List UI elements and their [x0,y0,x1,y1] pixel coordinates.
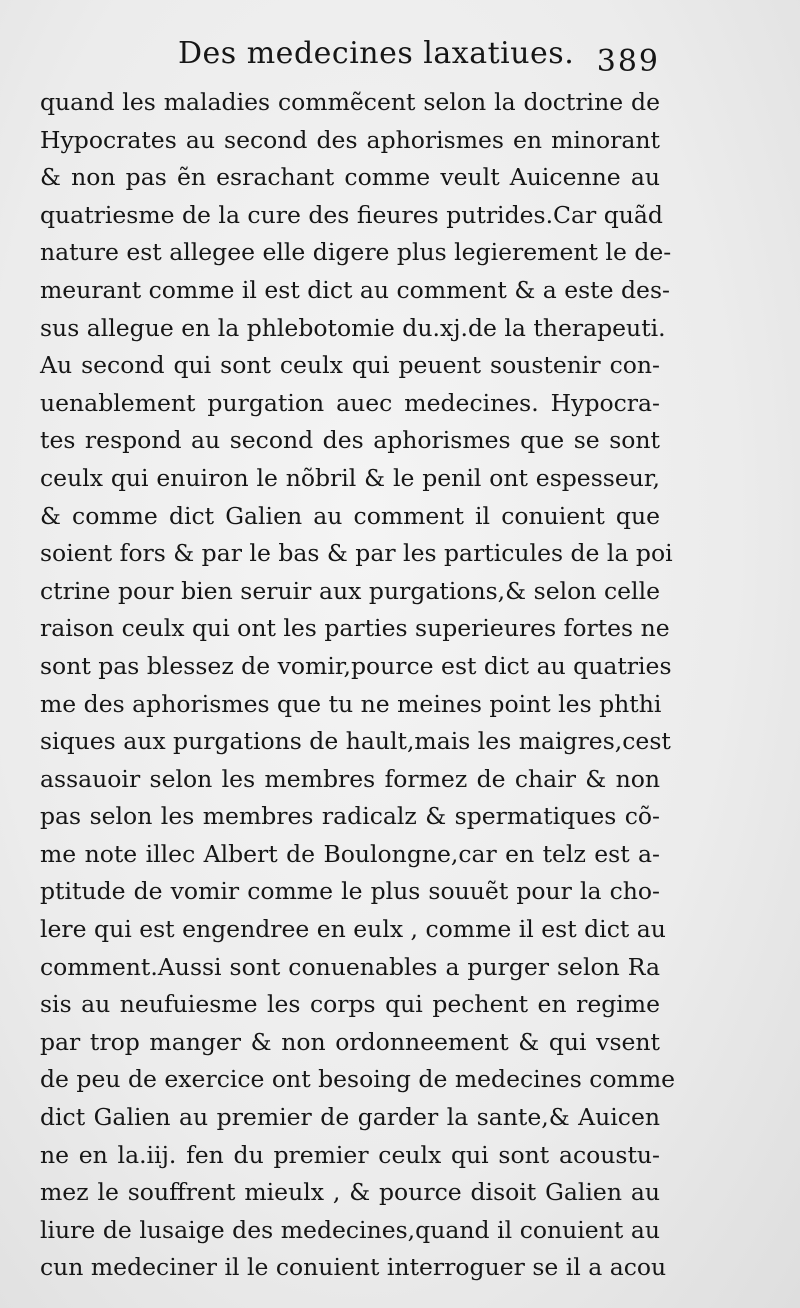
text-line: assauoir selon les membres formez de chair & non [40,764,660,793]
text-line: me des aphorismes que tu ne meines point les phthi [40,689,662,718]
text-line: ceulx qui enuiron le nõbril & le penil ont espesseur, [40,463,660,492]
text-line: raison ceulx qui ont les parties superieures fortes ne [40,614,670,643]
text-line: & non pas ẽn esrachant comme veult Auicenne au [40,163,660,192]
page-number: 389 [596,44,660,79]
text-line: uenablement purgation auec medecines. Hypocra- [40,388,660,417]
text-line: quand les maladies commẽcent selon la doctrine de [40,88,660,116]
text-line: ctrine pour bien seruir aux purgations,& selon celle [40,576,660,605]
text-line: dict Galien au premier de garder la sante,& Auicen [40,1103,660,1132]
text-line: ptitude de vomir comme le plus souuẽt pour la cho- [40,877,660,906]
running-title: Des medecines laxatiues. [178,36,575,71]
text-line: ne en la.iij. fen du premier ceulx qui sont acoustu- [40,1140,660,1169]
text-line: sus allegue en la phlebotomie du.xj.de la therapeuti. [40,313,666,342]
text-line: cun medeciner il le conuient interroguer se il a acou [40,1253,667,1282]
text-line: de peu de exercice ont besoing de medecines comme [40,1065,676,1094]
text-line: Hypocrates au second des aphorismes en minorant [40,125,660,154]
text-line: par trop manger & non ordonneement & qui vsent [40,1027,660,1056]
text-line: lere qui est engendree en eulx , comme il est dict au [40,915,666,944]
text-line: liure de lusaige des medecines,quand il conuient au [40,1215,660,1244]
text-line: quatriesme de la cure des fieures putrides.Car quãd [40,200,663,229]
text-line: & comme dict Galien au comment il conuient que [40,501,660,530]
text-line: meurant comme il est dict au comment & a este des- [40,275,670,304]
text-line: comment.Aussi sont conuenables a purger selon Ra [40,952,660,981]
text-line: nature est allegee elle digere plus legierement le de- [40,238,672,267]
text-line: soient fors & par le bas & par les particules de la poi [40,539,673,568]
text-line: pas selon les membres radicalz & spermatiques cõ- [40,802,660,831]
text-line: sis au neufuiesme les corps qui pechent en regime [40,990,660,1019]
text-line: siques aux purgations de hault,mais les maigres,cest [40,727,671,756]
text-line: tes respond au second des aphorismes que se sont [40,426,660,455]
text-line: mez le souffrent mieulx , & pource disoit Galien au [40,1178,660,1207]
text-line: me note illec Albert de Boulongne,car en telz est a- [40,839,660,868]
text-line: sont pas blessez de vomir,pource est dict au quatries [40,651,672,680]
text-line: Au second qui sont ceulx qui peuent soustenir con- [40,351,660,380]
body-text [40,84,676,1287]
page-header [40,30,660,86]
